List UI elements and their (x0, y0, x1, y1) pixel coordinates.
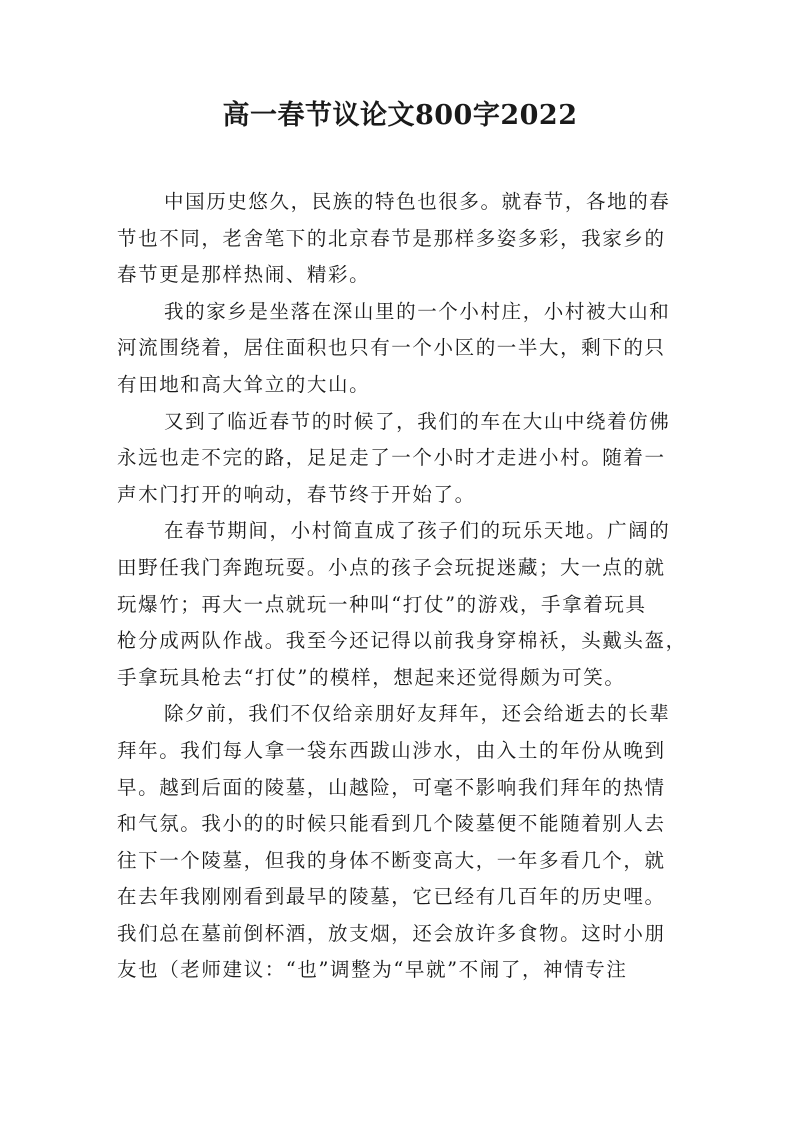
paragraph-line: 在春节期间，小村简直成了孩子们的玩乐天地。广阔的 (164, 519, 671, 543)
paragraph-line: 和气氛。我小的的时候只能看到几个陵墓便不能随着别人去 (117, 812, 666, 836)
page-title: 高一春节议论文800字2022 (222, 100, 578, 131)
paragraph-3 (117, 404, 687, 514)
paragraph-line: 田野任我门奔跑玩耍。小点的孩子会玩捉迷藏；大一点的就 (117, 555, 666, 579)
paragraph-line: 中国历史悠久，民族的特色也很多。就春节，各地的春 (164, 190, 671, 213)
paragraph-line: 又到了临近春节的时候了，我们的车在大山中绕着仿佛 (164, 409, 671, 433)
paragraph-line: 手拿玩具枪去“打仗”的模样，想起来还觉得颇为可笑。 (117, 665, 626, 689)
paragraph-2 (117, 294, 687, 404)
paragraph-line: 有田地和高大耸立的大山。 (117, 372, 371, 396)
paragraph-5 (117, 696, 687, 989)
paragraph-line: 声木门打开的响动，春节终于开始了。 (117, 482, 476, 506)
paragraph-line: 节也不同，老舍笔下的北京春节是那样多姿多彩，我家乡的 (117, 226, 666, 250)
paragraph-line: 在去年我刚刚看到最早的陵墓，它已经有几百年的历史哩。 (117, 885, 666, 909)
paragraph-line: 拜年。我们每人拿一袋东西跋山涉水，由入土的年份从晚到 (117, 738, 666, 762)
paragraph-line: 早。越到后面的陵墓，山越险，可毫不影响我们拜年的热情 (117, 775, 666, 799)
paragraph-line: 我的家乡是坐落在深山里的一个小村庄，小村被大山和 (164, 299, 671, 323)
paragraph-line: 玩爆竹；再大一点就玩一种叫“打仗”的游戏，手拿着玩具 (117, 592, 647, 616)
paragraph-line: 永远也走不完的路，足足走了一个小时才走进小村。随着一 (117, 446, 666, 470)
paragraph-line: 我们总在墓前倒杯酒，放支烟，还会放许多食物。这时小朋 (117, 921, 666, 945)
paragraph-1 (117, 184, 687, 294)
paragraph-line: 友也（老师建议：“也”调整为“早就”不闹了，神情专注 (117, 958, 628, 982)
paragraph-4 (117, 513, 687, 696)
paragraph-line: 往下一个陵墓，但我的身体不断变高大，一年多看几个，就 (117, 848, 666, 872)
paragraph-line: 枪分成两队作战。我至今还记得以前我身穿棉袄，头戴头盔， (117, 629, 687, 653)
paragraph-line: 河流围绕着，居住面积也只有一个小区的一半大，剩下的只 (117, 336, 666, 360)
paragraph-line: 除夕前，我们不仅给亲朋好友拜年，还会给逝去的长辈 (164, 702, 671, 726)
paragraph-line: 春节更是那样热闹、精彩。 (117, 263, 371, 287)
article-body (117, 184, 687, 989)
